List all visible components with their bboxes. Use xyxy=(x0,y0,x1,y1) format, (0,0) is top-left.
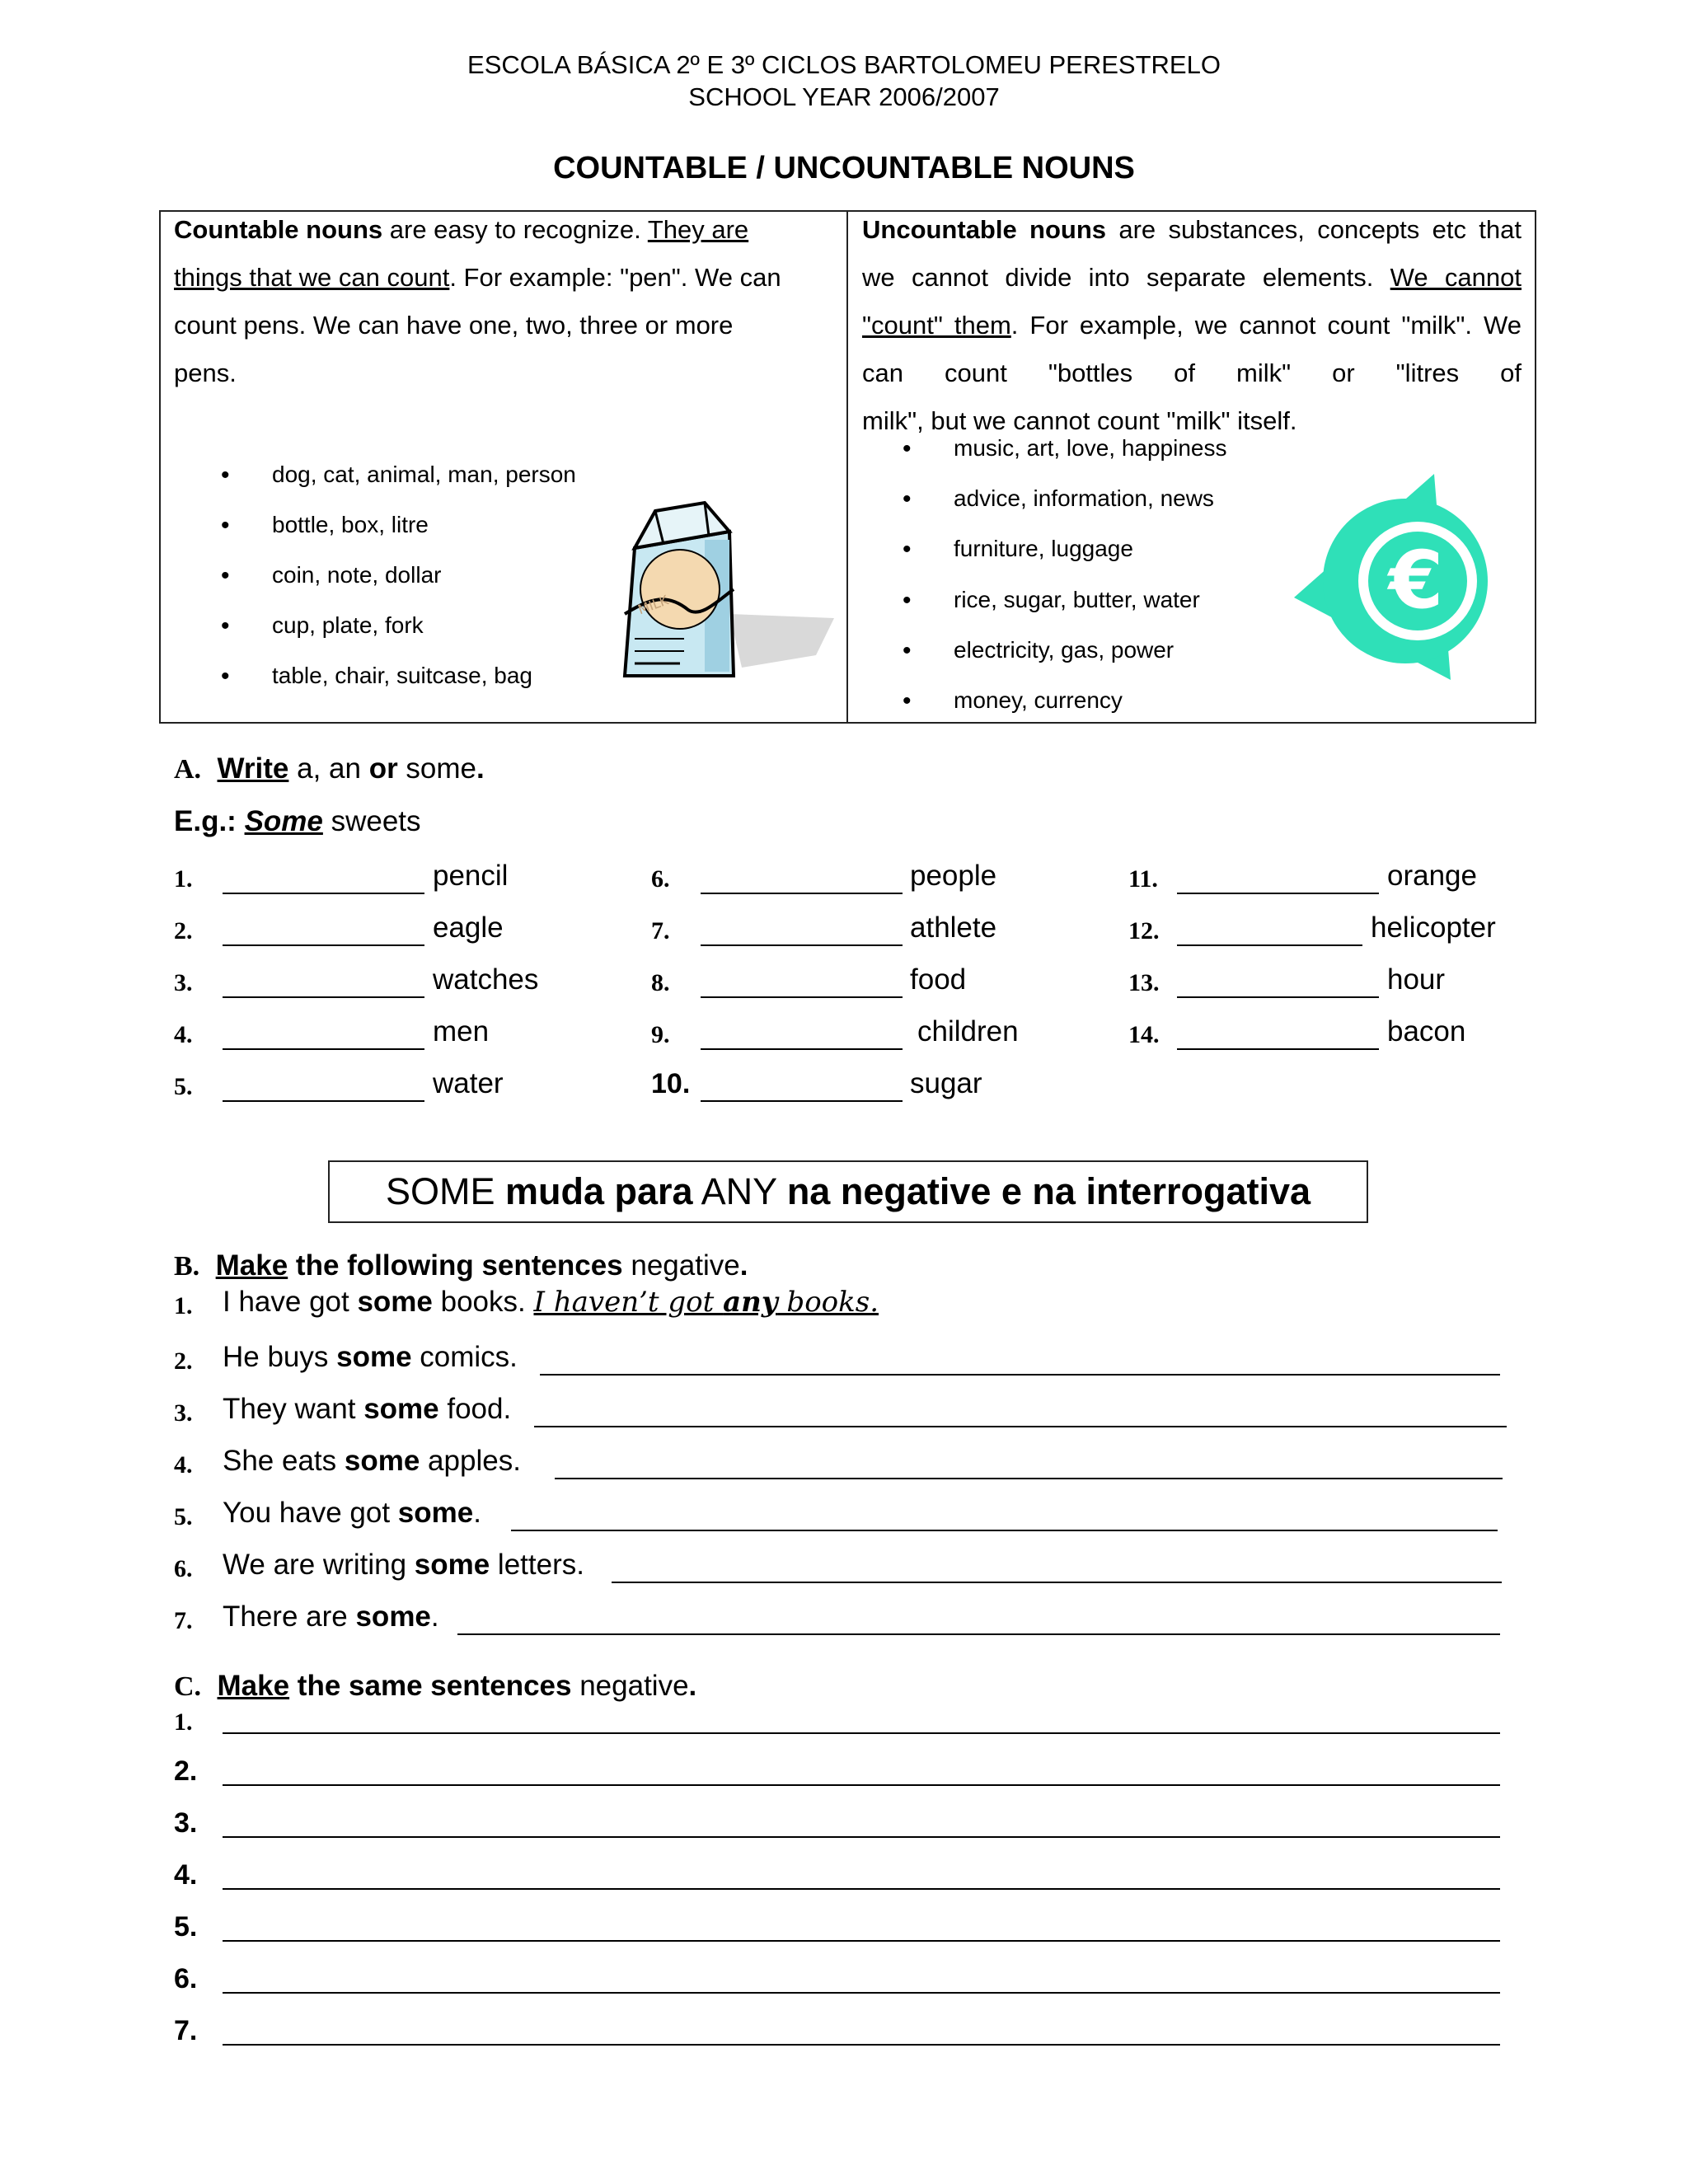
answer-line[interactable] xyxy=(223,1940,1500,1942)
item-number: 7. xyxy=(651,917,670,944)
school-year: SCHOOL YEAR 2006/2007 xyxy=(688,82,1000,111)
answer-blank[interactable] xyxy=(223,1048,424,1050)
example-answer: I haven’t got any books. xyxy=(533,1286,879,1319)
noun-word: water xyxy=(433,1067,504,1099)
euro-symbol: € xyxy=(1388,534,1444,626)
answer-line[interactable] xyxy=(223,1888,1500,1890)
noun-word: children xyxy=(917,1015,1019,1047)
item-number: 5. xyxy=(174,1503,193,1530)
answer-blank[interactable] xyxy=(701,944,903,946)
noun-word: food xyxy=(910,963,967,996)
item-number: 8. xyxy=(651,969,670,996)
item-number: 5. xyxy=(174,1073,193,1100)
item-number: 2. xyxy=(174,917,193,944)
answer-blank[interactable] xyxy=(701,996,903,998)
countable-underlined: They are things that we can count xyxy=(174,215,749,292)
section-a-heading: A. Write a, an or some. xyxy=(174,752,485,785)
item-number: 13. xyxy=(1128,969,1160,996)
sentence: I have got some books. I haven’t got any books. xyxy=(223,1286,879,1319)
item-number: 3. xyxy=(174,969,193,996)
uncountable-text-3: milk", but we cannot count "milk" itself. xyxy=(862,406,1297,435)
answer-line[interactable] xyxy=(612,1582,1502,1583)
answer-line[interactable] xyxy=(534,1426,1507,1427)
noun-word: eagle xyxy=(433,912,504,944)
item-number: 3. xyxy=(174,1807,198,1839)
sentence: They want some food. xyxy=(223,1393,512,1425)
uncountable-text-2: . For example, we cannot count "milk". We can count "bottles of milk" or "litres of xyxy=(862,311,1522,387)
countable-text-2: . For example: "pen". We can count pens. We can have one, two, three or more pens. xyxy=(174,263,781,387)
item-number: 1. xyxy=(174,1708,193,1736)
euro-icon xyxy=(1286,466,1508,692)
page-title: COUNTABLE / UNCOUNTABLE NOUNS xyxy=(553,151,1135,185)
item-number: 1. xyxy=(174,865,193,893)
milk-carton-icon xyxy=(618,499,841,692)
answer-line[interactable] xyxy=(223,1784,1500,1786)
uncountable-text-1: are substances, concepts etc that we cannot divide into separate elements. xyxy=(862,215,1522,292)
sentence: You have got some. xyxy=(223,1497,481,1529)
item-number: 14. xyxy=(1128,1021,1160,1048)
sentence: There are some. xyxy=(223,1601,439,1633)
item-number: 4. xyxy=(174,1451,193,1479)
section-b-heading: B. Make the following sentences negative. xyxy=(174,1249,748,1282)
item-number: 6. xyxy=(651,865,670,893)
answer-line[interactable] xyxy=(223,1836,1500,1838)
noun-word: men xyxy=(433,1015,490,1047)
answer-blank[interactable] xyxy=(1177,944,1362,946)
item-number: 3. xyxy=(174,1399,193,1427)
uncountable-term: Uncountable nouns xyxy=(862,215,1107,244)
countable-definition xyxy=(174,206,800,397)
answer-blank[interactable] xyxy=(701,1048,903,1050)
answer-line[interactable] xyxy=(511,1530,1498,1531)
noun-word: bacon xyxy=(1387,1015,1466,1047)
noun-word: orange xyxy=(1387,860,1477,892)
some-any-rule-box: SOME muda para ANY na negative e na interrogativa xyxy=(328,1160,1368,1223)
sentence: He buys some comics. xyxy=(223,1341,518,1373)
noun-word: hour xyxy=(1387,963,1446,996)
answer-line[interactable] xyxy=(555,1478,1503,1479)
item-number: 2. xyxy=(174,1755,198,1787)
item-number: 2. xyxy=(174,1347,193,1375)
answer-line[interactable] xyxy=(457,1633,1500,1635)
item-number: 4. xyxy=(174,1021,193,1048)
answer-blank[interactable] xyxy=(701,893,903,894)
item-number: 6. xyxy=(174,1555,193,1582)
countable-term: Countable nouns xyxy=(174,215,383,244)
countable-text-1: are easy to recognize. xyxy=(382,215,648,244)
uncountable-underlined: We cannot "count" them xyxy=(862,263,1522,340)
answer-line[interactable] xyxy=(223,2044,1500,2046)
noun-word: sugar xyxy=(910,1067,982,1099)
answer-line[interactable] xyxy=(223,1732,1500,1734)
answer-blank[interactable] xyxy=(1177,893,1379,894)
item-number: 9. xyxy=(651,1021,670,1048)
item-number: 6. xyxy=(174,1963,198,1994)
answer-line[interactable] xyxy=(540,1374,1500,1376)
item-number: 7. xyxy=(174,1607,193,1634)
item-number: 10. xyxy=(651,1068,691,1099)
milk-label: MILK xyxy=(635,592,671,618)
sentence: We are writing some letters. xyxy=(223,1549,584,1581)
noun-word: helicopter xyxy=(1371,912,1496,944)
answer-blank[interactable] xyxy=(223,944,424,946)
answer-blank[interactable] xyxy=(1177,996,1379,998)
item-number: 11. xyxy=(1128,865,1158,893)
answer-blank[interactable] xyxy=(701,1100,903,1102)
section-c-heading: C. Make the same sentences negative. xyxy=(174,1670,697,1702)
school-name: ESCOLA BÁSICA 2º E 3º CICLOS BARTOLOMEU PERESTRELO xyxy=(467,50,1221,79)
uncountable-definition xyxy=(862,206,1522,445)
box-divider xyxy=(846,210,848,724)
item-number: 4. xyxy=(174,1859,198,1891)
answer-blank[interactable] xyxy=(1177,1048,1379,1050)
item-number: 12. xyxy=(1128,917,1160,944)
answer-blank[interactable] xyxy=(223,1100,424,1102)
noun-word: pencil xyxy=(433,860,509,892)
answer-blank[interactable] xyxy=(223,893,424,894)
answer-line[interactable] xyxy=(223,1992,1500,1994)
answer-blank[interactable] xyxy=(223,996,424,998)
section-a-example: E.g.: Some sweets xyxy=(174,805,421,837)
item-number: 7. xyxy=(174,2015,198,2046)
noun-word: people xyxy=(910,860,997,892)
sentence: She eats some apples. xyxy=(223,1445,521,1477)
noun-word: watches xyxy=(433,963,539,996)
noun-word: athlete xyxy=(910,912,997,944)
item-number: 1. xyxy=(174,1292,193,1319)
item-number: 5. xyxy=(174,1911,198,1943)
